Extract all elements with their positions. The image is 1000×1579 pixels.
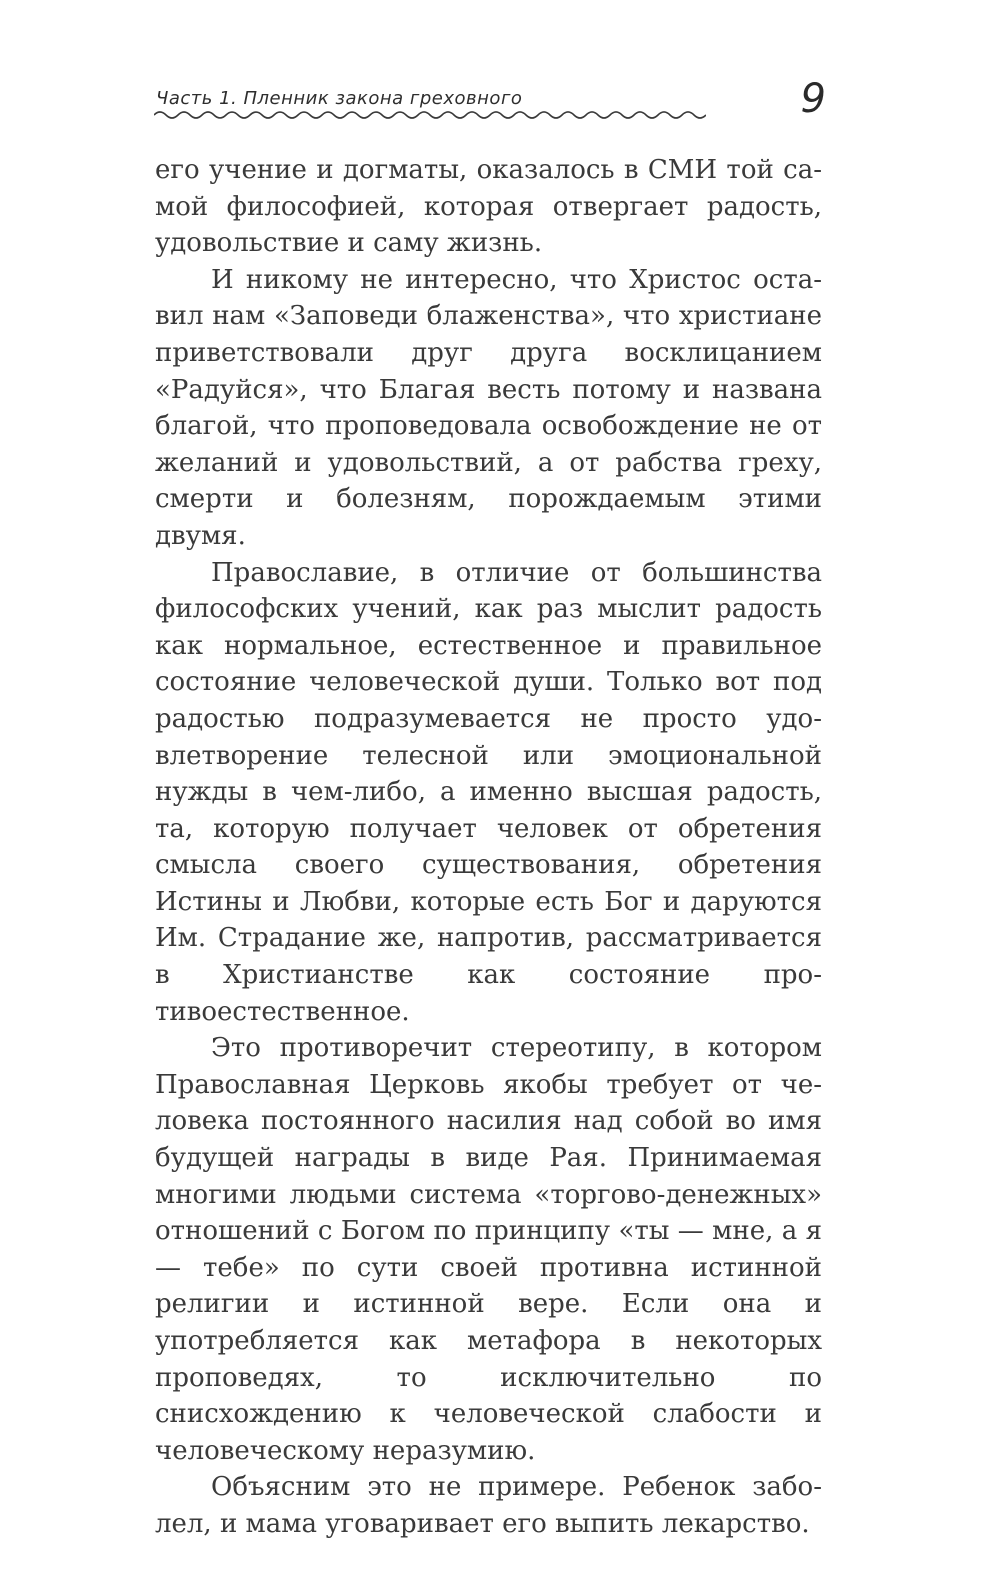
running-title: Часть 1. Пленник закона греховного: [156, 88, 523, 109]
running-header: [150, 78, 830, 138]
wavy-rule-ornament: [154, 108, 706, 122]
paragraph-3: Православие, в отличие от большинства философских учений, как раз мыслит радость как нормальное, естественное и правильное состояние человеческой души. Только вот под радостью подразумевается не просто удовлетворение телесной или эмоциональной нужды в чем-либо, а именно высшая радость, та, которую получает человек от обретения смысла своего существования, обретения Истины и Любви, которые есть Бог и даруются Им. Страдание же, напротив, рассматривается в Христианстве как состояние противоестественное.: [155, 557, 822, 1027]
paragraph-1: его учение и догматы, оказалось в СМИ той самой философией, которая отвергает радость, удовольствие и саму жизнь.: [155, 155, 822, 259]
paragraph-5: Объясним это не примере. Ребенок заболел, и мама уговаривает его выпить лекарство.: [155, 1472, 822, 1539]
paragraph-2: И никому не интересно, что Христос оставил нам «Заповеди блаженства», что христиане приветствовали друг друга восклицанием «Радуйся», что Благая весть потому и названа благой, что проповедовала освобождение не от желаний и удовольствий, а от рабства греху, смерти и болезням, порождаемым этими двумя.: [155, 264, 822, 551]
paragraph-4: Это противоречит стереотипу, в котором Православная Церковь якобы требует от человека постоянного насилия над собой во имя будущей награды в виде Рая. Принимаемая многими людьми система «торгово-денежных» отношений с Богом по принципу «ты — мне, а я — тебе» по сути своей противна истинной религии и истинной вере. Если она и употребляется как метафора в некоторых проповедях, то исключительно по снисхождению к человеческой слабости и человеческому неразумию.: [155, 1033, 822, 1466]
page-number: 9: [800, 76, 826, 122]
body-text: [155, 152, 822, 1543]
